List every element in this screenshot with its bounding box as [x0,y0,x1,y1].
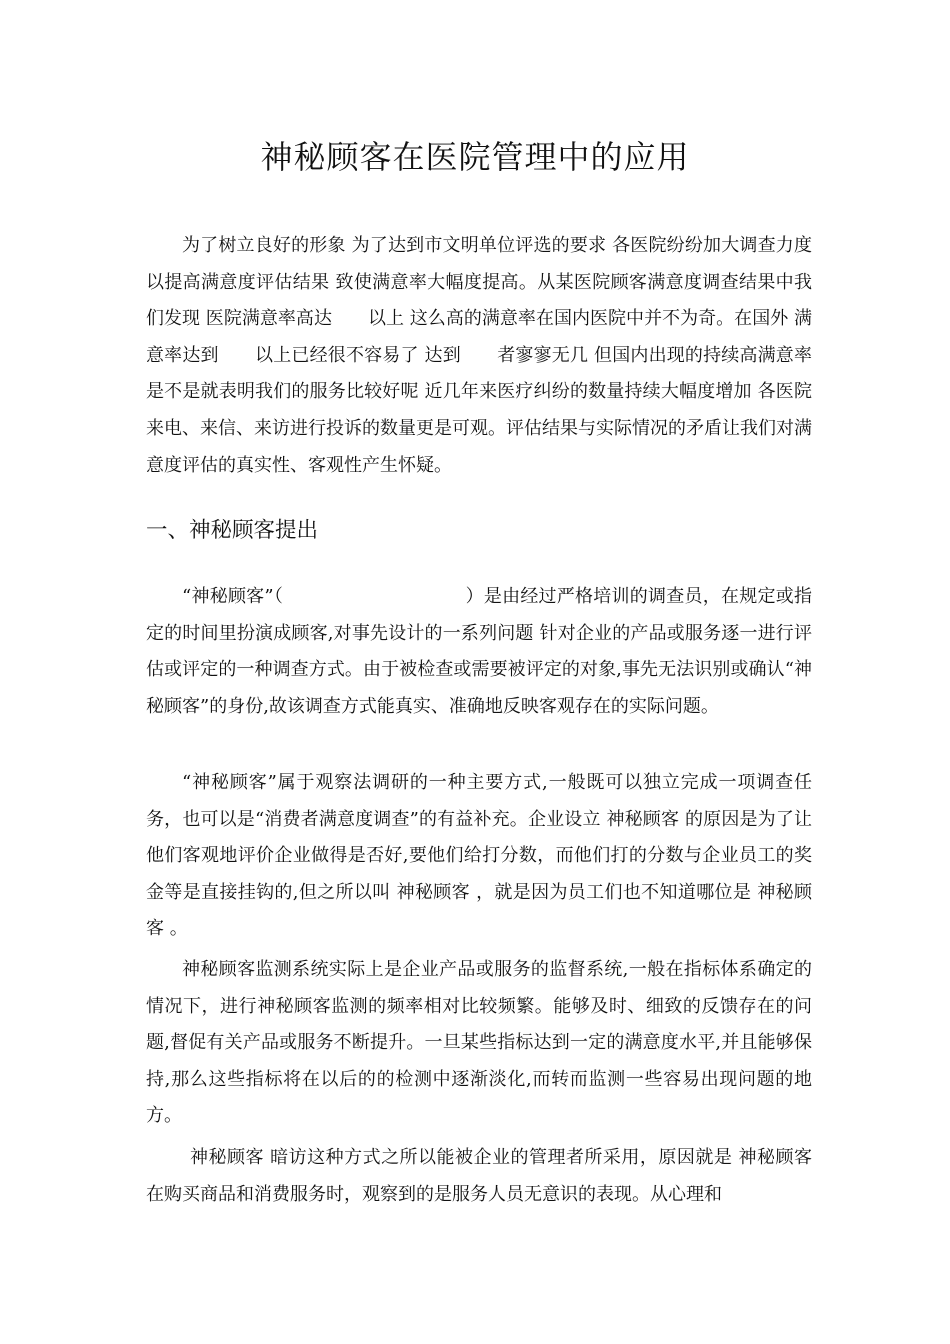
section1-paragraph-4: 神秘顾客 暗访这种方式之所以能被企业的管理者所采用，原因就是 神秘顾客 在购买商品和消费服务时，观察到的是服务人员无意识的表现。从心理和 [146,1147,812,1205]
section1-paragraph-3: 神秘顾客监测系统实际上是企业产品或服务的监督系统,一般在指标体系确定的情况下，进行神秘顾客监测的频率相对比较频繁。能够及时、细致的反馈存在的问题,督促有关产品或服务不断提升。一旦某些指标达到一定的满意度水平,并且能够保持,那么这些指标将在以后的的检测中逐渐淡化,而转而监测一些容易出现问题的地方。 [146,959,812,1127]
document-title: 神秘顾客在医院管理中的应用 [260,138,690,176]
section1-paragraph-1: “神秘顾客”（ ）是由经过严格培训的调查员，在规定或指定的时间里扮演成顾客,对事先设计的一系列问题 针对企业的产品或服务逐一进行评估或评定的一种调查方式。由于被检查或需要被评定的对象,事先无法识别或确认“神秘顾客”的身份,故该调查方式能真实、准确地反映客观存在的实际问题。 [146,586,812,717]
section1-paragraph-2: “神秘顾客”属于观察法调研的一种主要方式,一般既可以独立完成一项调查任务，也可以是“消费者满意度调查”的有益补充。企业设立 神秘顾客 的原因是为了让他们客观地评价企业做得是否好,要他们给打分数，而他们打的分数与企业员工的奖金等是直接挂钩的,但之所以叫 神秘顾客 ，就是因为员工们也不知道哪位是 神秘顾客 。 [146,772,812,940]
intro-paragraph: 为了树立良好的形象 为了达到市文明单位评选的要求 各医院纷纷加大调查力度 以提高满意度评估结果 致使满意率大幅度提高。从某医院顾客满意度调查结果中我们发现 医院满意率高达 以上 这么高的满意率在国内医院中并不为奇。在国外 满意率达到 以上已经很不容易了 达到 者寥寥无几 但国内出现的持续高满意率是不是就表明我们的服务比较好呢 近几年来医疗纠纷的数量持续大幅度增加 各医院来电、来信、来访进行投诉的数量更是可观。评估结果与实际情况的矛盾让我们对满意度评估的真实性、客观性产生怀疑。 [146,235,812,476]
section-heading-1: 一、神秘顾客提出 [146,518,319,543]
